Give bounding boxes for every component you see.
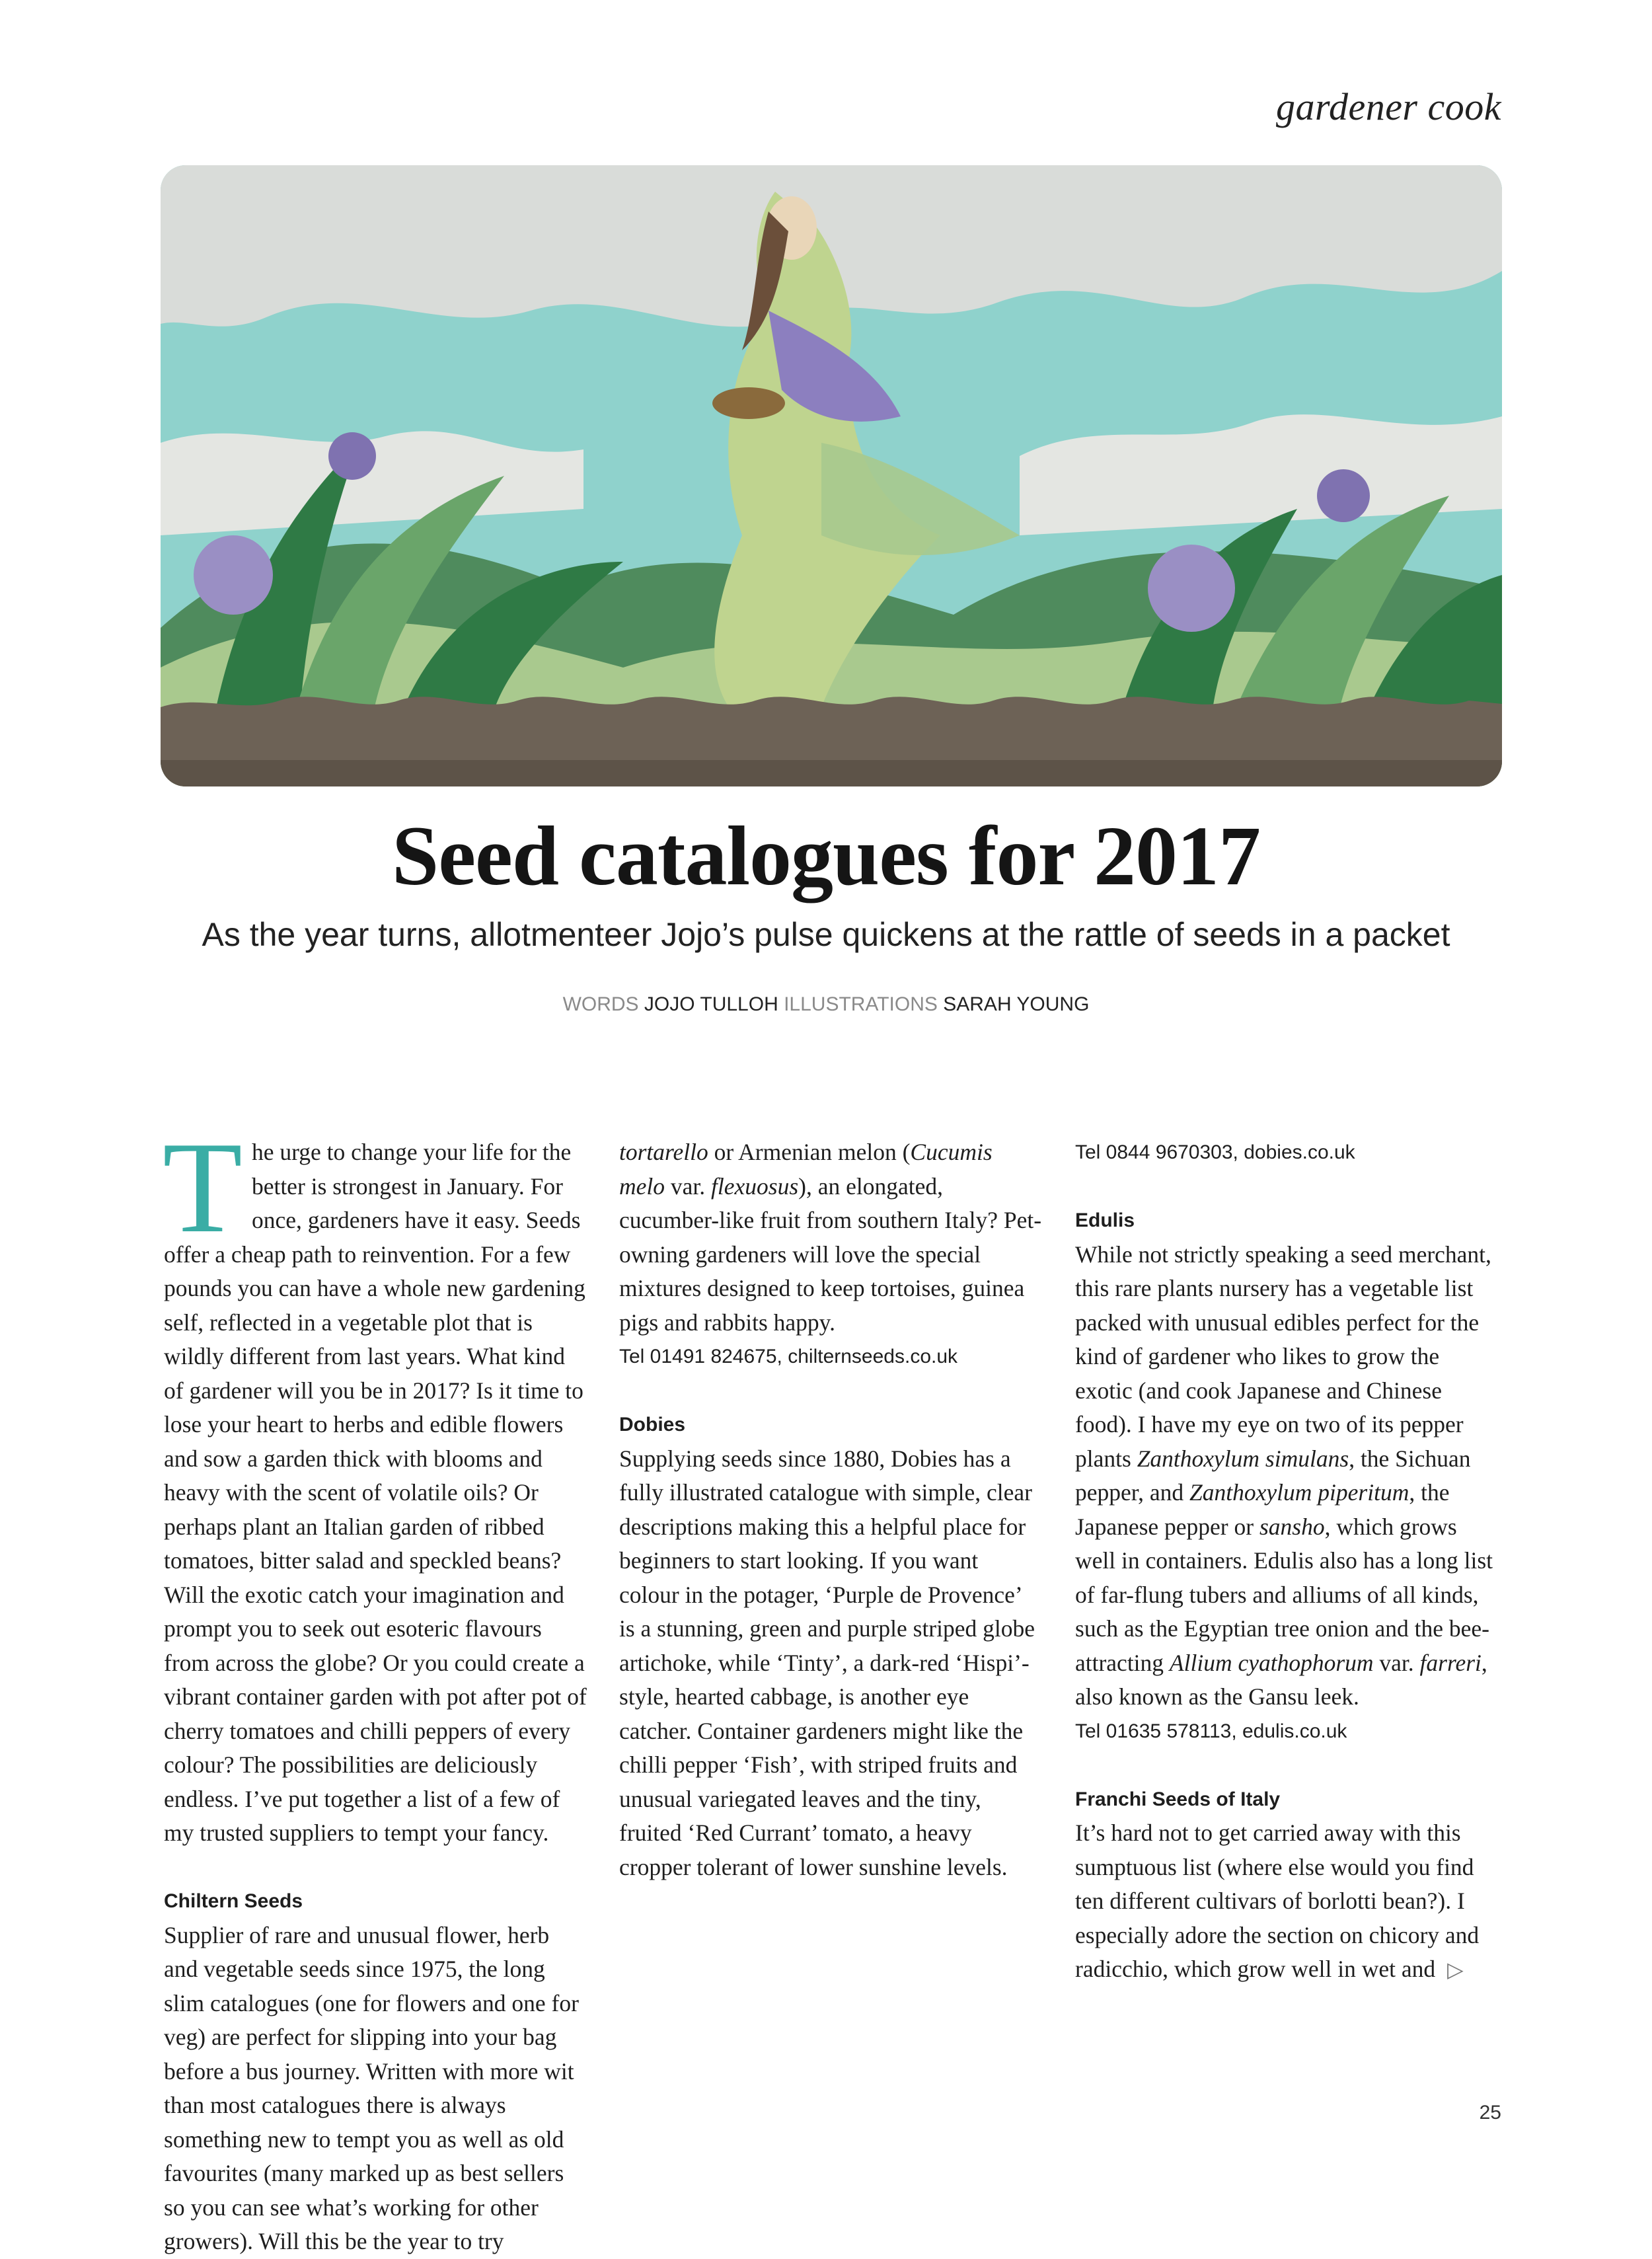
dobies-heading: Dobies — [619, 1414, 686, 1436]
franchi-heading: Franchi Seeds of Italy — [1075, 1788, 1281, 1810]
edulis-italic-5: farreri — [1419, 1649, 1482, 1676]
edulis-heading: Edulis — [1075, 1209, 1135, 1231]
edulis-section — [1075, 1204, 1498, 1748]
drop-cap: T — [163, 1115, 243, 1260]
franchi-text: It’s hard not to get carried away with this sumptuous list (where else would you find ten different cultivars of borlotti bean?). I especially adore the section on chicory and radicchio, which grow well in wet and — [1075, 1819, 1480, 1982]
soil-base — [161, 760, 1502, 786]
article-title: Seed catalogues for 2017 — [392, 809, 1260, 903]
edulis-text-5: var. — [1373, 1649, 1420, 1676]
illustrator-name: SARAH YOUNG — [943, 993, 1090, 1015]
section-tag: gardener cook — [1276, 85, 1501, 128]
chiltern-italic-2: Cucumis melo — [619, 1139, 993, 1200]
chiltern-section — [164, 1884, 587, 2259]
edulis-contact: Tel 01635 578113, edulis.co.uk — [1075, 1720, 1347, 1742]
chiltern-text-4: ), an elongated, cucumber-like fruit from southern Italy? Pet-owning gardeners will love the special mixtures designed to keep tortoises, guinea pigs and rabbits happy. — [619, 1172, 1042, 1336]
chiltern-heading: Chiltern Seeds — [164, 1890, 303, 1912]
continue-arrow-icon: ▷ — [1447, 1958, 1464, 1981]
column-1 — [163, 1115, 587, 2259]
chiltern-text-3: var. — [665, 1172, 712, 1200]
edulis-text-2: , the Sichuan pepper, and — [1075, 1445, 1471, 1506]
edulis-italic-2: Zanthoxylum piperitum — [1189, 1479, 1409, 1506]
illustrations-label: ILLUSTRATIONS — [784, 993, 938, 1015]
page-number: 25 — [1479, 2102, 1501, 2124]
chiltern-text-2: or Armenian melon ( — [708, 1139, 911, 1165]
byline — [0, 993, 1652, 1016]
chiltern-continued — [619, 1135, 1042, 1374]
author-name: JOJO TULLOH — [644, 993, 778, 1015]
edulis-italic-4: Allium cyathophorum — [1169, 1649, 1374, 1676]
chiltern-contact: Tel 01491 824675, chilternseeds.co.uk — [619, 1346, 958, 1367]
illustration-art — [161, 165, 1502, 786]
chiltern-text-1: Supplier of rare and unusual flower, herb and vegetable seeds since 1975, the long slim catalogues (one for flowers and one for veg) are perfect for slipping into your bag before a bus journey. Written with more wit than most catalogues there is always something new to tempt you as well as old favourites (many marked up as best sellers so you can see what’s working for other growers). Will this be the year to try — [164, 1921, 579, 2254]
edulis-text-6: , also known as the Gansu leek. — [1075, 1649, 1487, 1710]
edulis-text-1: While not strictly speaking a seed merchant, this rare plants nursery has a vegetable list packed with unusual edibles perfect for the kind of gardener who likes to grow the exotic (and cook Japanese and Chinese food). I have my eye on two of its pepper plants — [1075, 1241, 1491, 1472]
dobies-continued — [1075, 1135, 1498, 1170]
chiltern-italic-1: tortarello — [619, 1139, 708, 1165]
chiltern-italic-3: flexuosus — [711, 1172, 799, 1200]
edulis-italic-3: sansho — [1259, 1513, 1325, 1540]
intro-paragraph — [163, 1115, 587, 1851]
column-3 — [1075, 1135, 1498, 1987]
intro-text: he urge to change your life for the better is strongest in January. For once, gardeners have it easy. Seeds offer a cheap path to reinvention. For a few pounds you can have a whole new gardening self, reflected in a vegetable plot that is wildly different from last years. What kind of gardener will you be in 2017? Is it time to lose your heart to herbs and edible flowers and sow a garden thick with blooms and heavy with the scent of volatile oils? Or perhaps plant an Italian garden of ribbed tomatoes, bitter salad and speckled beans? Will the exotic catch your imagination and prompt you to seek out esoteric flavours from across the globe? Or you could create a vibrant container garden with pot after pot of cherry tomatoes and chilli peppers of every colour? The possibilities are deliciously endless. I’ve put together a list of a few of my trusted suppliers to tempt your fancy. — [164, 1139, 587, 1846]
edulis-text-3: , the Japanese pepper or — [1075, 1479, 1450, 1540]
edulis-italic-1: Zanthoxylum simulans — [1137, 1445, 1349, 1472]
column-2 — [619, 1135, 1042, 1884]
article-standfirst: As the year turns, allotmenteer Jojo’s pulse quickens at the rattle of seeds in a packet — [202, 916, 1450, 953]
dobies-section — [619, 1408, 1042, 1884]
words-label: WORDS — [562, 993, 639, 1015]
edulis-text-4: , which grows well in containers. Edulis also has a long list of far-flung tubers and alliums of all kinds, such as the Egyptian tree onion and the bee-attracting — [1075, 1513, 1493, 1676]
dobies-text: Supplying seeds since 1880, Dobies has a fully illustrated catalogue with simple, clear descriptions making this a helpful place for beginners to start looking. If you want colour in the potager, ‘Purple de Provence’ is a stunning, green and purple striped globe artichoke, while ‘Tinty’, a dark-red ‘Hispi’-style, hearted cabbage, is another eye catcher. Container gardeners might like the chilli pepper ‘Fish’, with striped fruits and unusual variegated leaves and the tiny, fruited ‘Red Currant’ tomato, a heavy cropper tolerant of lower sunshine levels. — [619, 1445, 1035, 1880]
franchi-section — [1075, 1782, 1498, 1987]
dobies-contact: Tel 0844 9670303, dobies.co.uk — [1075, 1141, 1355, 1163]
sowing-woman-illustration — [161, 165, 1502, 786]
